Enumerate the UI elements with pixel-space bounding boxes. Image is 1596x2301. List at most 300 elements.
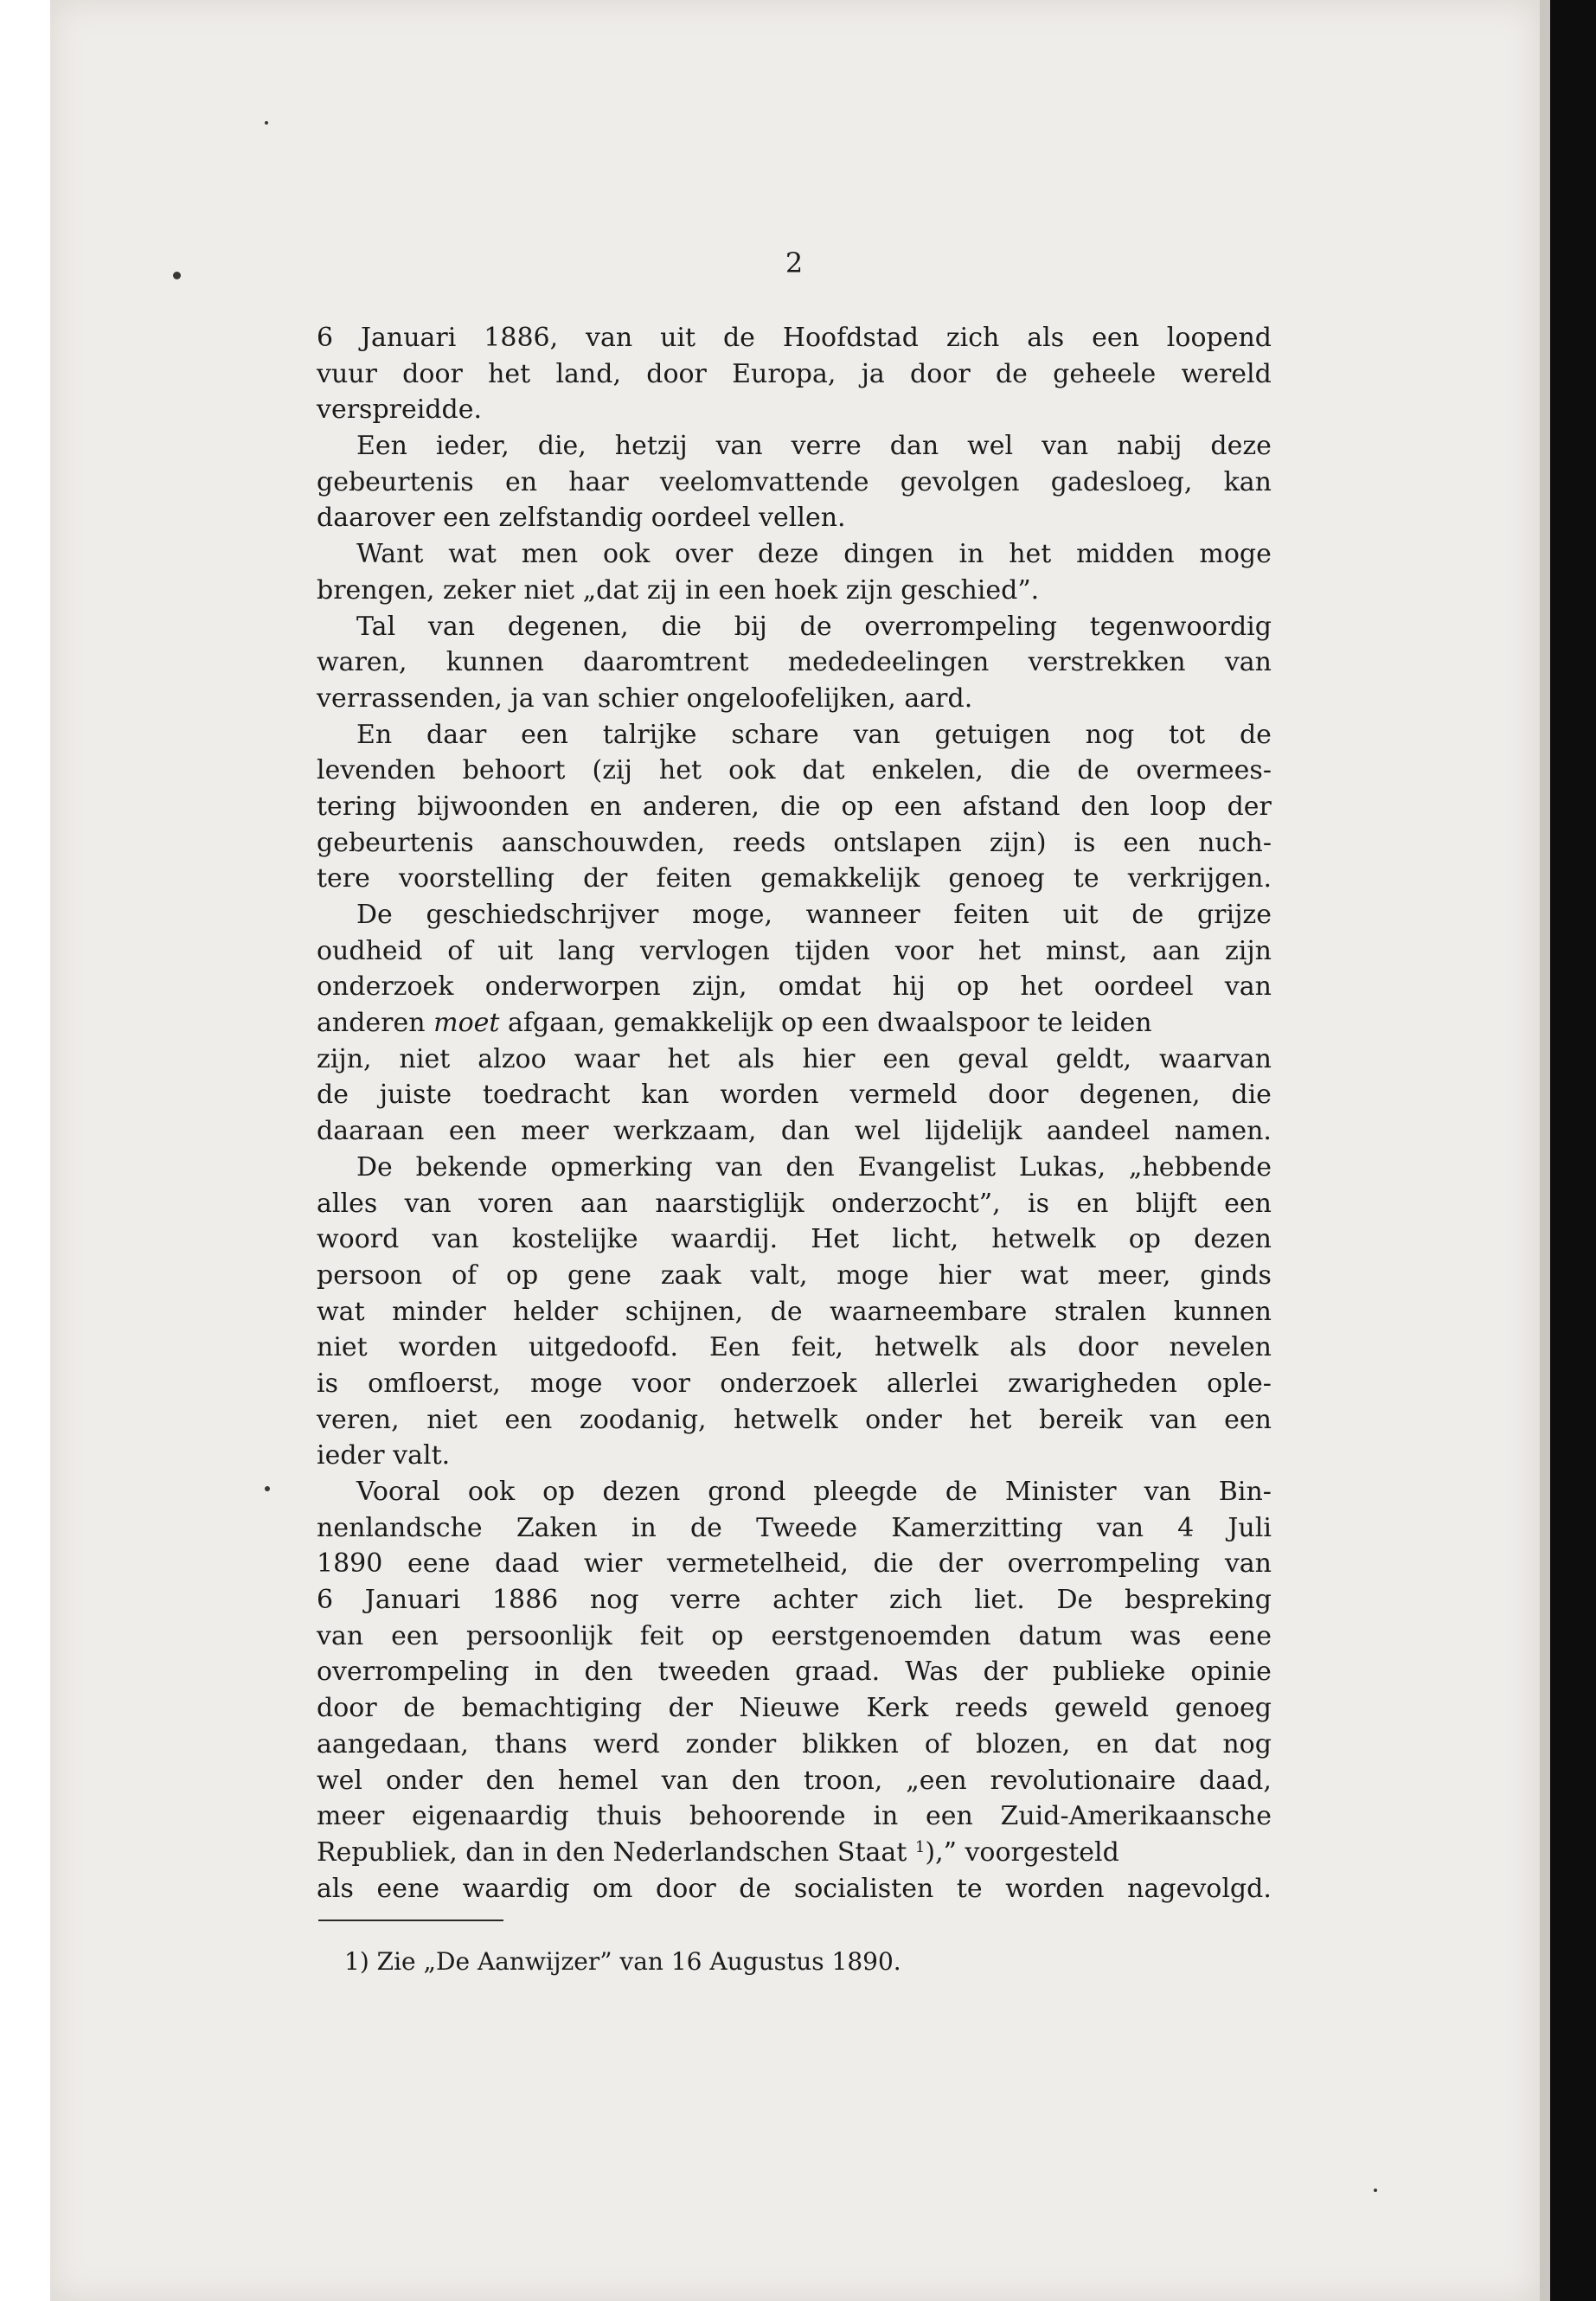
paper-speck bbox=[1374, 2189, 1377, 2192]
text-line bbox=[317, 1763, 1272, 1799]
word: door bbox=[317, 1693, 377, 1724]
word: dezen bbox=[1194, 1224, 1272, 1255]
word: een bbox=[882, 1043, 931, 1074]
word: dan bbox=[780, 1116, 830, 1147]
word: Januari bbox=[360, 323, 457, 353]
word: opinie bbox=[1190, 1657, 1272, 1688]
word: lijdelijk bbox=[925, 1116, 1022, 1147]
word: de bbox=[1077, 755, 1110, 786]
word: Zaken bbox=[516, 1512, 598, 1543]
word: 1886, bbox=[484, 323, 559, 353]
text-line bbox=[317, 1402, 1272, 1439]
word: die bbox=[1231, 1080, 1272, 1111]
word: door bbox=[646, 358, 707, 389]
word: reeds bbox=[954, 1693, 1029, 1724]
scan-border bbox=[1550, 0, 1596, 2301]
word: aan bbox=[1152, 935, 1201, 966]
word: behoort bbox=[462, 755, 566, 786]
word: van bbox=[317, 1620, 364, 1651]
word: der bbox=[983, 1657, 1028, 1688]
text-line bbox=[317, 897, 1272, 933]
word: zaak bbox=[660, 1259, 721, 1291]
word: (zij bbox=[592, 755, 632, 786]
word: geldt, bbox=[1055, 1043, 1132, 1074]
word: En bbox=[356, 719, 393, 750]
word: daaromtrent bbox=[583, 647, 749, 678]
word: van bbox=[586, 323, 633, 353]
word: tijden bbox=[794, 935, 870, 966]
word: datum bbox=[1018, 1620, 1103, 1651]
word: uit bbox=[497, 935, 534, 966]
word: persoon bbox=[317, 1259, 423, 1291]
word: loopend bbox=[1166, 323, 1272, 353]
word: daaraan bbox=[317, 1116, 425, 1147]
text-line bbox=[317, 356, 1272, 393]
word: publieke bbox=[1052, 1657, 1166, 1688]
word: van bbox=[1042, 431, 1089, 462]
word: aanschouwden, bbox=[501, 827, 706, 858]
word: „een bbox=[906, 1765, 967, 1796]
word: het bbox=[1009, 539, 1052, 570]
word: kostelijke bbox=[511, 1224, 638, 1255]
word: van bbox=[404, 1188, 452, 1219]
text-segment: anderen bbox=[317, 1008, 426, 1039]
word: het bbox=[969, 1404, 1012, 1435]
word: nuch- bbox=[1198, 827, 1272, 858]
word: aan bbox=[580, 1188, 628, 1219]
word: toedracht bbox=[482, 1080, 611, 1111]
word: moge bbox=[836, 1259, 909, 1291]
word: Nieuwe bbox=[739, 1693, 840, 1724]
word: hetwelk bbox=[991, 1224, 1096, 1255]
word: daar bbox=[426, 719, 487, 750]
word: te bbox=[1073, 863, 1099, 894]
word: 1886 bbox=[491, 1585, 559, 1616]
text-line bbox=[317, 536, 1272, 573]
word: van bbox=[427, 611, 476, 642]
word: hemel bbox=[557, 1765, 638, 1796]
word: Juli bbox=[1227, 1512, 1272, 1543]
word: in bbox=[631, 1512, 657, 1543]
word: de bbox=[945, 1477, 977, 1507]
word: bijwoonden bbox=[417, 791, 569, 822]
word: worden bbox=[398, 1332, 498, 1363]
word: een bbox=[504, 1404, 553, 1435]
word: Europa, bbox=[732, 358, 836, 389]
word: namen. bbox=[1174, 1116, 1272, 1147]
word: die, bbox=[537, 431, 586, 462]
text-line: daarover een zelfstandig oordeel vellen. bbox=[317, 503, 846, 534]
word: meer bbox=[317, 1801, 385, 1832]
word: van bbox=[853, 719, 901, 750]
word: woord bbox=[317, 1224, 400, 1255]
word: valt, bbox=[750, 1259, 808, 1291]
word: tot bbox=[1168, 719, 1206, 750]
word: ieder, bbox=[435, 431, 510, 462]
word: zich bbox=[945, 323, 1000, 353]
word: dat bbox=[1154, 1728, 1197, 1759]
text-line bbox=[317, 1042, 1272, 1078]
word: Vooral bbox=[356, 1477, 440, 1507]
word: zijn, bbox=[317, 1043, 372, 1074]
word: stralen bbox=[1054, 1296, 1147, 1327]
word: „hebbende bbox=[1128, 1151, 1272, 1183]
paper-speck bbox=[173, 272, 181, 279]
word: de bbox=[739, 1873, 772, 1904]
footnote-marker: 1 bbox=[914, 1837, 926, 1856]
word: aangedaan, bbox=[317, 1728, 469, 1759]
word: minst, bbox=[1045, 935, 1128, 966]
word: van bbox=[1144, 1477, 1191, 1507]
word: waardij. bbox=[670, 1224, 779, 1255]
word: Want bbox=[356, 539, 424, 570]
word: veren, bbox=[317, 1404, 400, 1435]
text-line bbox=[317, 1366, 1272, 1402]
word: liet. bbox=[974, 1585, 1025, 1616]
text-line bbox=[317, 861, 1272, 897]
word: waarneembare bbox=[830, 1296, 1028, 1327]
word: in bbox=[873, 1801, 899, 1832]
word: tweeden bbox=[657, 1657, 771, 1688]
word: Tweede bbox=[756, 1512, 858, 1543]
word: nenlandsche bbox=[317, 1512, 483, 1543]
word: geval bbox=[958, 1043, 1029, 1074]
word: zijn bbox=[1224, 935, 1272, 966]
word: tering bbox=[317, 791, 397, 822]
word: of bbox=[451, 1259, 478, 1291]
word: vermeld bbox=[849, 1080, 958, 1111]
text-line bbox=[317, 1871, 1272, 1907]
word: in bbox=[958, 539, 984, 570]
word: allerlei bbox=[886, 1368, 978, 1399]
text-line bbox=[317, 1330, 1272, 1366]
word: de bbox=[689, 1512, 722, 1543]
word: geheele bbox=[1053, 358, 1157, 389]
word: de bbox=[1131, 900, 1164, 930]
word: nagevolgd. bbox=[1127, 1873, 1272, 1904]
word: juiste bbox=[379, 1080, 452, 1111]
word: die bbox=[779, 791, 821, 822]
text-line bbox=[317, 1798, 1272, 1835]
word: daad, bbox=[1199, 1765, 1272, 1796]
word: ook bbox=[603, 539, 651, 570]
word: op bbox=[711, 1620, 744, 1651]
word: dingen bbox=[843, 539, 934, 570]
word: bespreking bbox=[1124, 1585, 1272, 1616]
word: in bbox=[534, 1657, 560, 1688]
word: op bbox=[542, 1477, 575, 1507]
word: meer bbox=[521, 1116, 589, 1147]
word: levenden bbox=[317, 755, 436, 786]
word: vuur bbox=[317, 358, 377, 389]
word: wat bbox=[317, 1296, 365, 1327]
word: eigenaardig bbox=[412, 1801, 569, 1832]
word: gemakkelijk bbox=[760, 863, 920, 894]
word: verre bbox=[670, 1585, 741, 1616]
word: tere bbox=[317, 863, 370, 894]
paper-speck bbox=[265, 121, 268, 125]
word: nog bbox=[1085, 719, 1135, 750]
text-line bbox=[317, 1618, 1272, 1655]
word: waren, bbox=[317, 647, 407, 678]
word: een bbox=[521, 719, 568, 750]
word: blozen, bbox=[975, 1728, 1071, 1759]
word: ontslapen bbox=[833, 827, 962, 858]
footnote-divider bbox=[318, 1920, 503, 1921]
text-line bbox=[317, 428, 1272, 465]
word: van bbox=[1150, 1404, 1197, 1435]
text-line: brengen, zeker niet „dat zij in een hoek zijn geschied”. bbox=[317, 574, 1040, 606]
word: alles bbox=[317, 1188, 378, 1219]
word: nog bbox=[589, 1585, 639, 1616]
text-line bbox=[317, 969, 1272, 1005]
word: thans bbox=[494, 1728, 567, 1759]
word: waar bbox=[574, 1043, 640, 1074]
word: der bbox=[583, 863, 628, 894]
text-line bbox=[317, 320, 1272, 356]
word: worden bbox=[720, 1080, 819, 1111]
word: degenen, bbox=[1079, 1080, 1201, 1111]
text-line bbox=[317, 1221, 1272, 1258]
text-line: ieder valt. bbox=[317, 1440, 451, 1471]
word: anderen, bbox=[642, 791, 760, 822]
word: wel bbox=[967, 431, 1014, 462]
text-line bbox=[317, 1510, 1272, 1547]
word: is bbox=[1074, 827, 1096, 858]
word: en bbox=[589, 791, 622, 822]
word: als bbox=[1010, 1332, 1048, 1363]
word: geschiedschrijver bbox=[426, 900, 659, 930]
word: den bbox=[731, 1765, 780, 1796]
word: der bbox=[938, 1548, 984, 1580]
word: en bbox=[1076, 1188, 1109, 1219]
word: worden bbox=[1005, 1873, 1105, 1904]
word: hier bbox=[802, 1043, 856, 1074]
word: door bbox=[1077, 1332, 1138, 1363]
word: schare bbox=[731, 719, 819, 750]
text-line bbox=[317, 1474, 1272, 1510]
page-number: 2 bbox=[785, 247, 804, 279]
word: de bbox=[995, 358, 1028, 389]
word: het bbox=[977, 935, 1022, 966]
word: een bbox=[894, 791, 942, 822]
word: meer, bbox=[1097, 1259, 1171, 1291]
word: een bbox=[1092, 323, 1139, 353]
word: de bbox=[317, 1080, 349, 1111]
word: gebeurtenis bbox=[317, 827, 474, 858]
word: was bbox=[1130, 1620, 1182, 1651]
word: nog bbox=[1222, 1728, 1272, 1759]
word: als bbox=[317, 1873, 354, 1904]
text-line: verspreidde. bbox=[317, 394, 483, 426]
word: voor bbox=[631, 1368, 691, 1399]
word: schijnen, bbox=[625, 1296, 744, 1327]
word: den bbox=[584, 1657, 633, 1688]
word: het bbox=[667, 1043, 710, 1074]
word: overrompeling bbox=[1007, 1548, 1201, 1580]
word: op bbox=[1128, 1224, 1161, 1255]
text-segment: afgaan, gemakkelijk op een dwaalspoor te leiden bbox=[508, 1008, 1152, 1039]
word: eene bbox=[1208, 1620, 1272, 1651]
word: 6 bbox=[317, 1585, 334, 1616]
word: omfloerst, bbox=[368, 1368, 501, 1399]
word: een bbox=[391, 1620, 439, 1651]
word: voorstelling bbox=[399, 863, 554, 894]
word: deze bbox=[1210, 431, 1272, 462]
word: die bbox=[661, 611, 702, 642]
word: en bbox=[1096, 1728, 1129, 1759]
text-line bbox=[317, 717, 1272, 753]
word: gene bbox=[567, 1259, 632, 1291]
word: de bbox=[403, 1693, 436, 1724]
word: den bbox=[785, 1151, 835, 1183]
body-text bbox=[317, 320, 1272, 1907]
word: gebeurtenis bbox=[317, 466, 474, 497]
word: voren bbox=[478, 1188, 554, 1219]
word: kan bbox=[641, 1080, 689, 1111]
word: een bbox=[925, 1801, 973, 1832]
word: zwarigheden bbox=[1008, 1368, 1177, 1399]
word: feiten bbox=[656, 863, 733, 894]
text-line bbox=[317, 789, 1272, 825]
word: is bbox=[1028, 1188, 1050, 1219]
word: Minister bbox=[1004, 1477, 1117, 1507]
word: moge bbox=[1199, 539, 1272, 570]
word: van bbox=[715, 1151, 763, 1183]
word: oudheid bbox=[317, 935, 423, 966]
word: eene bbox=[407, 1548, 471, 1580]
word: Was bbox=[905, 1657, 958, 1688]
text-line bbox=[317, 1690, 1272, 1727]
word: uitgedoofd. bbox=[528, 1332, 679, 1363]
word: achter bbox=[772, 1585, 858, 1616]
word: behoorende bbox=[689, 1801, 846, 1832]
word: graad. bbox=[795, 1657, 881, 1688]
word: onderzocht”, bbox=[831, 1188, 1001, 1219]
word: op bbox=[841, 791, 874, 822]
word: of bbox=[924, 1728, 951, 1759]
word: ginds bbox=[1200, 1259, 1272, 1291]
word: den bbox=[485, 1765, 535, 1796]
word: 1890 bbox=[317, 1548, 383, 1580]
text-line bbox=[317, 1077, 1272, 1113]
word: De bbox=[356, 900, 393, 930]
text-line bbox=[317, 465, 1272, 501]
word: revolutionaire bbox=[990, 1765, 1176, 1796]
word: ople- bbox=[1207, 1368, 1272, 1399]
word: wat bbox=[1020, 1259, 1069, 1291]
word: waarvan bbox=[1159, 1043, 1272, 1074]
text-segment: ),” voorgesteld bbox=[925, 1836, 1119, 1868]
word: verstrekken bbox=[1028, 647, 1186, 678]
word: bemachtiging bbox=[461, 1693, 643, 1724]
word: is bbox=[317, 1368, 338, 1399]
word: Januari bbox=[364, 1585, 461, 1616]
word: feiten bbox=[953, 900, 1029, 930]
word: bij bbox=[734, 611, 767, 642]
word: feit bbox=[639, 1620, 684, 1651]
text-line bbox=[317, 1654, 1272, 1690]
word: genoeg bbox=[1175, 1693, 1272, 1724]
word: hetwelk bbox=[874, 1332, 979, 1363]
word: kunnen bbox=[1173, 1296, 1272, 1327]
word: eene bbox=[376, 1873, 440, 1904]
word: onderzoek bbox=[317, 971, 454, 1003]
word: wereld bbox=[1181, 358, 1272, 389]
text-line bbox=[317, 1150, 1272, 1186]
word: getuigen bbox=[934, 719, 1051, 750]
word: het bbox=[658, 755, 702, 786]
word: vermetelheid, bbox=[666, 1548, 849, 1580]
text-line bbox=[317, 609, 1272, 645]
text-line bbox=[317, 1186, 1272, 1222]
text-line bbox=[317, 1727, 1272, 1763]
word: zich bbox=[888, 1585, 943, 1616]
word: waardig bbox=[462, 1873, 570, 1904]
word: der bbox=[1227, 791, 1272, 822]
word: verkrijgen. bbox=[1127, 863, 1272, 894]
word: het bbox=[488, 358, 531, 389]
word: tegenwoordig bbox=[1089, 611, 1272, 642]
word: niet bbox=[317, 1332, 368, 1363]
word: De bbox=[356, 1151, 393, 1183]
word: wier bbox=[583, 1548, 643, 1580]
word: moge bbox=[529, 1368, 603, 1399]
text-line bbox=[317, 825, 1272, 862]
word: dezen bbox=[602, 1477, 681, 1507]
word: door bbox=[402, 358, 463, 389]
word: een bbox=[1123, 827, 1171, 858]
word: vervlogen bbox=[639, 935, 770, 966]
word: Evangelist bbox=[857, 1151, 997, 1183]
word: degenen, bbox=[507, 611, 629, 642]
paper-speck bbox=[265, 1486, 270, 1491]
word: uit bbox=[660, 323, 696, 353]
word: onderworpen bbox=[484, 971, 661, 1003]
word: als bbox=[737, 1043, 775, 1074]
word: en bbox=[504, 466, 538, 497]
word: ook bbox=[467, 1477, 516, 1507]
word: wel bbox=[854, 1116, 901, 1147]
word: Een bbox=[356, 431, 407, 462]
word: 6 bbox=[317, 323, 334, 353]
word: door bbox=[910, 358, 971, 389]
word: de bbox=[1239, 719, 1272, 750]
word: mededeelingen bbox=[787, 647, 990, 678]
word: 4 bbox=[1177, 1512, 1195, 1543]
text-line bbox=[317, 1546, 1272, 1582]
word: den bbox=[1080, 791, 1130, 822]
word: van bbox=[1096, 1512, 1144, 1543]
word: eerstgenoemden bbox=[771, 1620, 991, 1651]
word: ook bbox=[728, 755, 776, 786]
word: Hoofdstad bbox=[782, 323, 919, 353]
word: afstand bbox=[962, 791, 1061, 822]
word: veelomvattende bbox=[659, 466, 869, 497]
word: naarstiglijk bbox=[655, 1188, 804, 1219]
word: op bbox=[505, 1259, 539, 1291]
word: hier bbox=[938, 1259, 991, 1291]
word: grijze bbox=[1196, 900, 1272, 930]
word: onder bbox=[385, 1765, 463, 1796]
word: aandeel bbox=[1046, 1116, 1151, 1147]
text-line bbox=[317, 1294, 1272, 1330]
word: zijn, bbox=[691, 971, 747, 1003]
word: werkzaam, bbox=[612, 1116, 757, 1147]
word: ja bbox=[861, 358, 885, 389]
word: van bbox=[432, 1224, 479, 1255]
word: van bbox=[1224, 971, 1272, 1003]
